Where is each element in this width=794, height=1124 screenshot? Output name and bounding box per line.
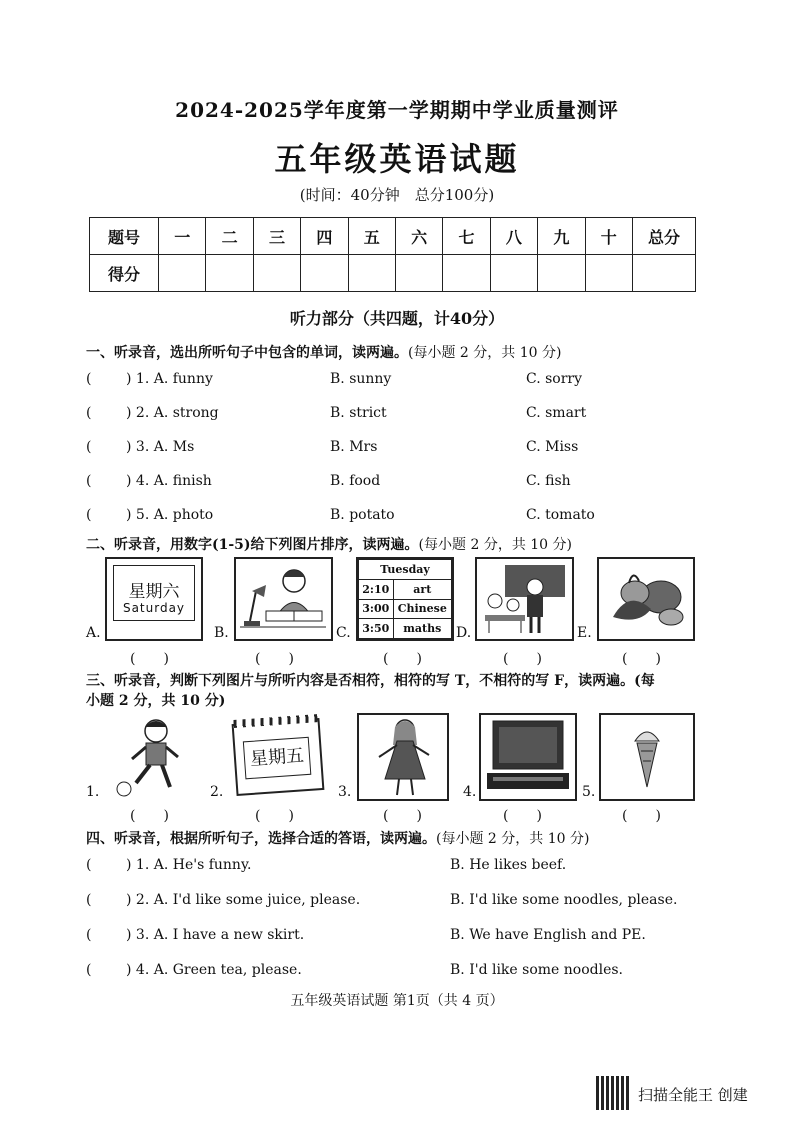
answer-paren[interactable]: ( )	[383, 808, 422, 824]
question-option-a: ) 1. A. funny	[126, 371, 213, 387]
section4-question-2	[86, 892, 706, 914]
timetable-subject: Chinese	[393, 599, 451, 619]
girl-dress-picture	[357, 713, 449, 801]
score-input-cell[interactable]	[490, 255, 537, 292]
answer-paren[interactable]: ( )	[622, 651, 661, 667]
section1-question-5	[86, 507, 706, 529]
section1-question-1	[86, 371, 706, 393]
question-option-a: ) 2. A. strong	[126, 405, 219, 421]
question-option-c: C. fish	[526, 473, 571, 489]
question-option-a: ) 4. A. Green tea, please.	[126, 962, 302, 978]
score-input-cell[interactable]	[159, 255, 206, 292]
timetable-time: 3:00	[359, 599, 394, 619]
answer-paren[interactable]: ( )	[255, 808, 294, 824]
answer-paren[interactable]: (	[86, 371, 92, 387]
score-input-cell[interactable]	[395, 255, 442, 292]
timetable	[358, 559, 452, 639]
girl-dress-icon	[359, 715, 447, 799]
score-input-cell[interactable]	[253, 255, 300, 292]
picture-label-2: 2.	[210, 784, 224, 800]
question-option-b: B. strict	[330, 405, 387, 421]
ice-cream-icon	[601, 715, 693, 799]
section1-question-4	[86, 473, 706, 495]
answer-paren[interactable]: (	[86, 962, 92, 978]
section3-heading-cont: 小题 2 分，共 10 分)	[86, 693, 226, 709]
section1-question-3	[86, 439, 706, 461]
timetable-subject: maths	[393, 619, 451, 639]
answer-paren[interactable]: (	[86, 892, 92, 908]
boy-football-picture	[108, 713, 200, 797]
picture-label-4: 4.	[463, 784, 477, 800]
score-cell: 二	[206, 218, 253, 255]
question-option-c: C. smart	[526, 405, 587, 421]
answer-paren[interactable]: (	[86, 927, 92, 943]
question-option-a: ) 5. A. photo	[126, 507, 214, 523]
picture-label-3: 3.	[338, 784, 352, 800]
score-input-cell[interactable]	[585, 255, 632, 292]
score-input-cell[interactable]	[633, 255, 696, 292]
picture-label-b: B.	[214, 625, 229, 641]
picture-label-1: 1.	[86, 784, 100, 800]
score-input-cell[interactable]	[206, 255, 253, 292]
score-table-header-row	[90, 218, 696, 255]
question-option-b: B. sunny	[330, 371, 392, 387]
boy-football-icon	[108, 713, 200, 797]
score-label-cell: 得分	[90, 255, 159, 292]
timetable-day: Tuesday	[359, 560, 452, 580]
score-cell: 一	[159, 218, 206, 255]
question-option-b: B. I'd like some noodles.	[450, 962, 624, 978]
question-option-a: ) 4. A. finish	[126, 473, 212, 489]
listening-part-title: 听力部分（共四题，计40分）	[289, 309, 505, 328]
exam-subtitle: (时间：40分钟 总分100分)	[299, 186, 495, 204]
question-option-b: B. We have English and PE.	[450, 927, 646, 943]
vegetables-icon	[599, 559, 693, 639]
timetable-subject: art	[393, 579, 451, 599]
section1-heading	[86, 342, 561, 362]
section1-note: (每小题 2 分，共 10 分)	[408, 345, 562, 361]
question-option-a: ) 3. A. I have a new skirt.	[126, 927, 305, 943]
scanner-text: 扫描全能王 创建	[638, 1086, 748, 1104]
section3-heading: 三、听录音，判断下列图片与所听内容是否相符，相符的写 T，不相符的写 F，读两遍。(每	[86, 673, 655, 689]
score-input-cell[interactable]	[348, 255, 395, 292]
question-option-a: ) 2. A. I'd like some juice, please.	[126, 892, 361, 908]
score-cell: 八	[490, 218, 537, 255]
score-cell: 题号	[90, 218, 159, 255]
answer-paren[interactable]: (	[86, 473, 92, 489]
answer-paren[interactable]: ( )	[130, 808, 169, 824]
answer-paren[interactable]: ( )	[622, 808, 661, 824]
score-input-cell[interactable]	[538, 255, 585, 292]
friday-calendar-picture	[230, 713, 326, 797]
vegetables-picture	[597, 557, 695, 641]
section2-heading-text: 二、听录音，用数字(1-5)给下列图片排序，读两遍。	[86, 537, 419, 553]
question-option-c: C. sorry	[526, 371, 583, 387]
score-input-cell[interactable]	[443, 255, 490, 292]
section4-question-1	[86, 857, 706, 879]
answer-paren[interactable]: ( )	[503, 808, 542, 824]
saturday-sign-picture	[105, 557, 203, 641]
section4-note: (每小题 2 分，共 10 分)	[436, 831, 590, 847]
picture-label-c: C.	[336, 625, 351, 641]
sign-text-cn: 星期六	[128, 582, 180, 602]
answer-paren[interactable]: (	[86, 507, 92, 523]
section2-note: (每小题 2 分，共 10 分)	[418, 537, 572, 553]
section4-heading	[86, 828, 589, 848]
score-cell: 十	[585, 218, 632, 255]
section4-question-4	[86, 962, 706, 984]
question-option-b: B. food	[330, 473, 381, 489]
calendar-day-text: 星期五	[243, 737, 311, 780]
question-option-b: B. He likes beef.	[450, 857, 567, 873]
page-footer: 五年级英语试题 第1页（共 4 页）	[290, 993, 504, 1009]
sign-text-en: Saturday	[122, 601, 186, 615]
exam-title-line1: 2024-2025学年度第一学期期中学业质量测评	[175, 98, 619, 122]
timetable-time: 2:10	[359, 579, 394, 599]
classroom-picture	[475, 557, 574, 641]
calendar-rings-icon	[233, 714, 317, 728]
question-option-b: B. potato	[330, 507, 395, 523]
timetable-picture	[356, 557, 454, 641]
timetable-time: 3:50	[359, 619, 394, 639]
section2-heading	[86, 534, 572, 554]
boy-reading-picture	[234, 557, 333, 641]
score-table-score-row	[90, 255, 696, 292]
answer-paren[interactable]: ( )	[255, 651, 294, 667]
answer-paren[interactable]: (	[86, 439, 92, 455]
question-option-c: C. tomato	[526, 507, 595, 523]
score-cell: 七	[443, 218, 490, 255]
scanner-watermark	[596, 1076, 786, 1112]
score-cell: 总分	[633, 218, 696, 255]
score-table	[89, 217, 696, 292]
answer-paren[interactable]: ( )	[130, 651, 169, 667]
exam-title: 五年级英语试题	[274, 140, 520, 178]
score-cell: 六	[395, 218, 442, 255]
section1-question-2	[86, 405, 706, 427]
question-option-c: C. Miss	[526, 439, 579, 455]
answer-paren[interactable]: ( )	[503, 651, 542, 667]
score-cell: 九	[538, 218, 585, 255]
question-option-b: B. I'd like some noodles, please.	[450, 892, 678, 908]
ice-cream-picture	[599, 713, 695, 801]
question-option-b: B. Mrs	[330, 439, 378, 455]
question-option-a: ) 1. A. He's funny.	[126, 857, 252, 873]
score-input-cell[interactable]	[301, 255, 348, 292]
picture-label-d: D.	[456, 625, 472, 641]
score-cell: 四	[301, 218, 348, 255]
answer-paren[interactable]: (	[86, 857, 92, 873]
picture-label-e: E.	[577, 625, 592, 641]
boy-reading-icon	[236, 559, 331, 639]
score-cell: 五	[348, 218, 395, 255]
section4-question-3	[86, 927, 706, 949]
tv-icon	[481, 715, 575, 799]
answer-paren[interactable]: (	[86, 405, 92, 421]
tv-picture	[479, 713, 577, 801]
question-option-a: ) 3. A. Ms	[126, 439, 195, 455]
calendar-page	[232, 718, 325, 796]
picture-label-5: 5.	[582, 784, 596, 800]
section1-heading-text: 一、听录音，选出所听句子中包含的单词，读两遍。	[86, 345, 408, 361]
classroom-icon	[477, 559, 572, 639]
section4-heading-text: 四、听录音，根据所听句子，选择合适的答语，读两遍。	[86, 831, 436, 847]
qr-code-icon	[596, 1076, 630, 1110]
score-cell: 三	[253, 218, 300, 255]
answer-paren[interactable]: ( )	[383, 651, 422, 667]
picture-label-a: A.	[86, 625, 101, 641]
